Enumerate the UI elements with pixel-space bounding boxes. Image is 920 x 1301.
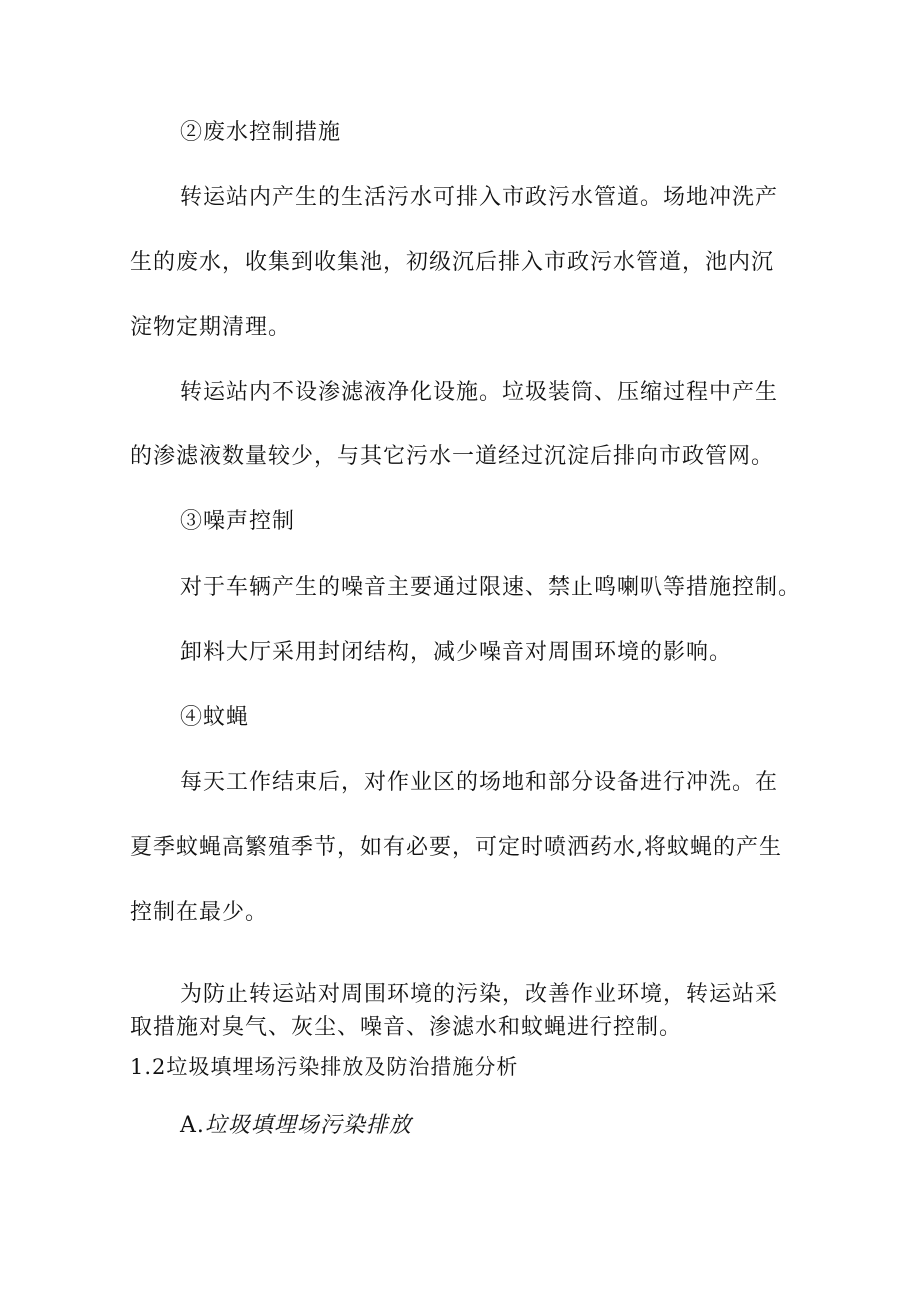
- paragraph-line: 转运站内不设渗滤液净化设施。垃圾装筒、压缩过程中产生: [180, 380, 779, 405]
- paragraph-line: 卸料大厅采用封闭结构，减少噪音对周围环境的影响。: [180, 640, 733, 665]
- section-title: 1.2垃圾填埋场污染排放及防治措施分析: [130, 1055, 519, 1079]
- paragraph-line: 转运站内产生的生活污水可排入市政污水管道。场地冲洗产: [180, 185, 779, 210]
- sub-heading-title: 垃圾填埋场污染排放: [204, 1113, 412, 1138]
- paragraph-line: 取措施对臭气、灰尘、噪音、渗滤水和蚊蝇进行控制。: [130, 1015, 683, 1040]
- paragraph-line: 淀物定期清理。: [130, 315, 292, 340]
- sub-heading-prefix: A.: [180, 1113, 205, 1138]
- paragraph-line: 夏季蚊蝇高繁殖季节，如有必要，可定时喷洒药水,将蚊蝇的产生: [130, 835, 782, 860]
- heading-noise-control: ③噪声控制: [180, 509, 296, 534]
- paragraph-line: 对于车辆产生的噪音主要通过限速、禁止鸣喇叭等措施控制。: [180, 575, 802, 600]
- paragraph-line: 每天工作结束后，对作业区的场地和部分设备进行冲洗。在: [180, 770, 779, 795]
- paragraph-line: 的渗滤液数量较少，与其它污水一道经过沉淀后排向市政管网。: [130, 444, 775, 469]
- paragraph-line: 生的废水，收集到收集池，初级沉后排入市政污水管道，池内沉: [130, 250, 775, 275]
- paragraph-line: 为防止转运站对周围环境的污染，改善作业环境，转运站采: [180, 982, 779, 1007]
- heading-mosquitoes-flies: ④蚊蝇: [180, 705, 250, 730]
- sub-heading: [180, 1111, 412, 1141]
- paragraph-line: 控制在最少。: [130, 900, 269, 925]
- heading-wastewater-control: ②废水控制措施: [180, 120, 342, 145]
